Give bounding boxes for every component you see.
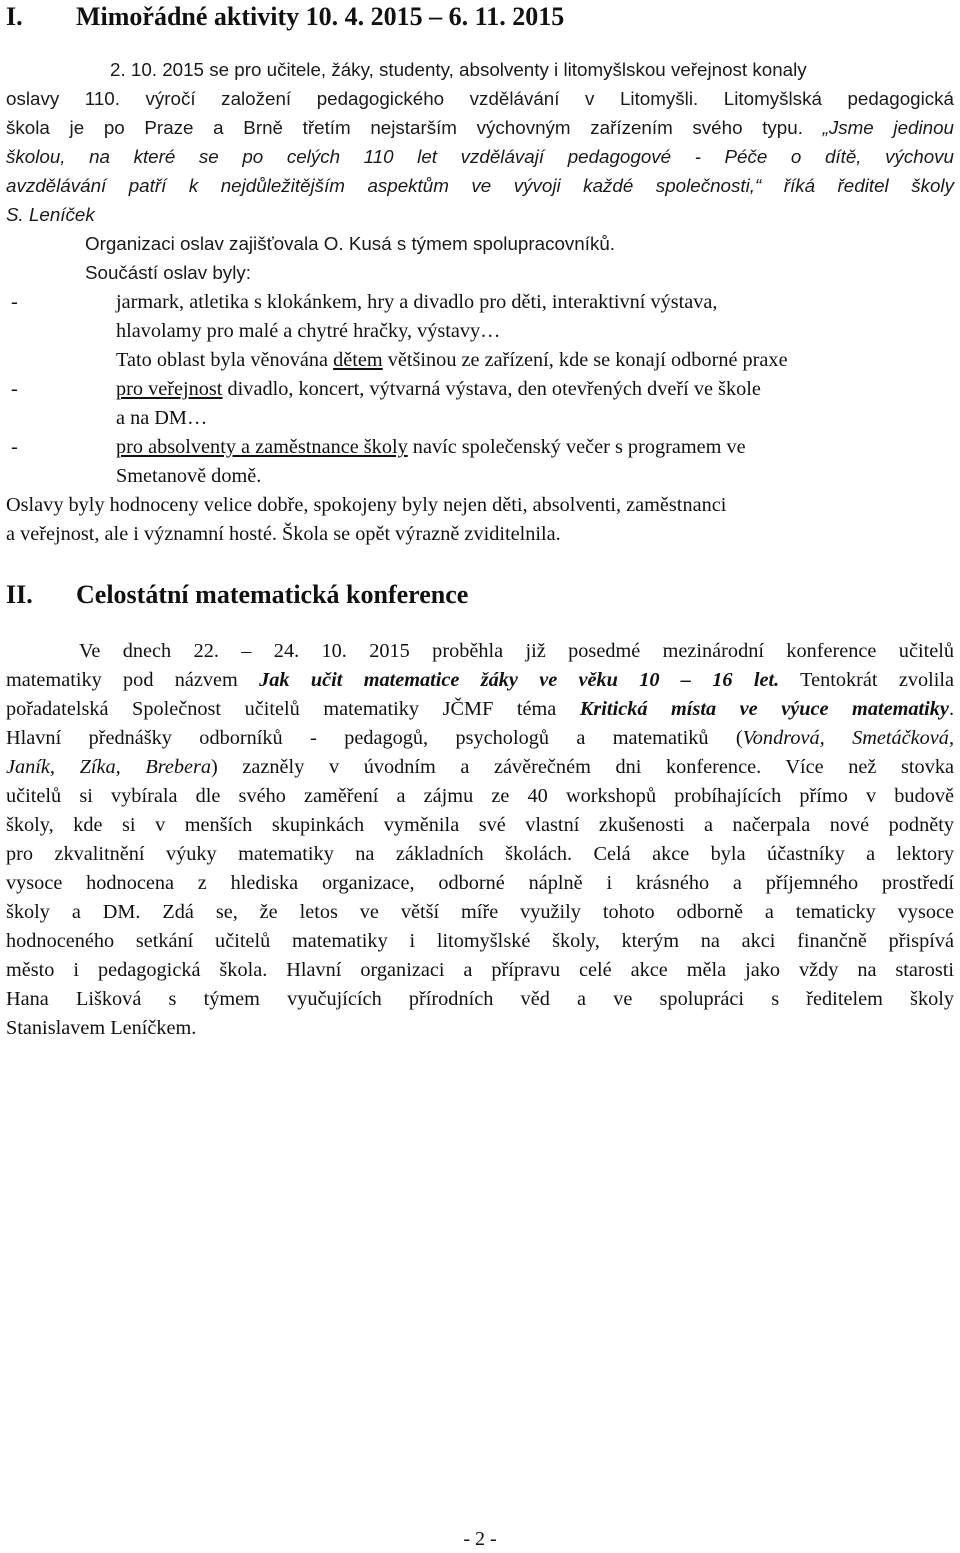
components-intro: Součástí oslav byly:: [85, 262, 251, 283]
list-item: [6, 375, 954, 404]
summary-line: a veřejnost, ale i významní hosté. Škola se opět výrazně zviditelnila.: [6, 523, 561, 545]
speaker-names: Vondrová, Smetáčková,: [742, 727, 955, 749]
conference-paragraph: [6, 637, 954, 1043]
list-item-text: jarmark, atletika s klokánkem, hry a divadlo pro děti, interaktivní výstava,: [116, 291, 718, 313]
paragraph-line: vysoce hodnocena z hlediska organizace, odborné náplně i krásného a příjemného prostředí: [6, 872, 954, 894]
organizers-line: Organizaci oslav zajišťovala O. Kusá s týmem spolupracovníků.: [85, 233, 616, 254]
line-text: Tentokrát zvolila: [779, 669, 955, 691]
line-text: pořadatelská Společnost učitelů matematiky JČMF téma: [6, 698, 580, 720]
conference-theme: Kritická místa ve výuce matematiky: [579, 698, 949, 720]
list-item-note: [6, 346, 954, 375]
section-1-heading: [6, 1, 954, 33]
speaker-names: Janík, Zíka, Brebera: [6, 756, 212, 778]
list-item-continuation: Smetanově domě.: [116, 465, 262, 487]
list-item: [6, 288, 954, 317]
list-item: [6, 433, 954, 462]
list-item-continuation: a na DM…: [116, 407, 208, 429]
note-text: většinou ze zařízení, kde se konají odborné praxe: [382, 349, 788, 371]
paragraph-line: Ve dnech 22. – 24. 10. 2015 proběhla již posedmé mezinárodní konference učitelů: [79, 640, 954, 662]
page-number: - 2 -: [463, 1528, 497, 1550]
conference-name: Jak učit matematice žáky ve věku 10 – 16 let.: [259, 669, 780, 691]
paragraph-line: Stanislavem Leníčkem.: [6, 1017, 197, 1039]
line-text: .: [948, 698, 955, 720]
list-item-text: navíc společenský večer s programem ve: [407, 436, 746, 458]
section-2-number: II.: [6, 580, 33, 609]
list-item-underlined: pro veřejnost: [116, 378, 223, 400]
section-1-title: Mimořádné aktivity 10. 4. 2015 – 6. 11. 2015: [76, 2, 565, 31]
list-dash: -: [11, 436, 18, 458]
intro-paragraph: [6, 55, 954, 287]
intro-line-text: škola je po Praze a Brně třetím nejstarším výchovným zařízením svého typu.: [6, 117, 803, 138]
quote-line: S. Leníček: [6, 204, 95, 225]
summary-line: Oslavy byly hodnoceny velice dobře, spokojeny byly nejen děti, absolventi, zaměstnanci: [6, 494, 727, 516]
note-text: Tato oblast byla věnována: [116, 349, 334, 371]
line-text: ) zazněly v úvodním a závěrečném dni konference. Více než stovka: [211, 756, 954, 778]
list-item-underlined: pro absolventy a zaměstnance školy: [116, 436, 408, 458]
section-2-title: Celostátní matematická konference: [76, 580, 469, 609]
quote-line: avzdělávání patří k nejdůležitějším aspektům ve vývoji každé společnosti,“ říká ředitel školy: [6, 175, 954, 196]
list-item-text: divadlo, koncert, výtvarná výstava, den otevřených dveří ve škole: [222, 378, 761, 400]
paragraph-line: Hana Lišková s týmem vyučujících přírodních věd a ve spolupráci s ředitelem školy: [6, 988, 954, 1010]
intro-line: 2. 10. 2015 se pro učitele, žáky, studenty, absolventy i litomyšlskou veřejnost konaly: [110, 59, 807, 80]
paragraph-line: školy, kde si v menších skupinkách vyměnila své vlastní zkušenosti a načerpala nové podněty: [6, 814, 954, 836]
line-text: Hlavní přednášky odborníků - pedagogů, psychologů a matematiků (: [6, 727, 743, 749]
list-item-continuation: hlavolamy pro malé a chytré hračky, výstavy…: [116, 320, 501, 342]
paragraph-line: hodnoceného setkání učitelů matematiky i litomyšlské školy, kterým na akci finančně přispívá: [6, 930, 954, 952]
paragraph-line: [6, 724, 954, 753]
celebration-list: [6, 288, 954, 549]
line-text: matematiky pod názvem: [6, 669, 260, 691]
list-dash: -: [11, 291, 18, 313]
section-1-number: I.: [6, 2, 23, 31]
paragraph-line: [6, 695, 954, 724]
paragraph-line: [6, 666, 954, 695]
paragraph-line: učitelů si vybírala dle svého zaměření a zájmu ze 40 workshopů probíhajících přímo v budově: [6, 785, 954, 807]
paragraph-line: školy a DM. Zdá se, že letos ve větší míře využily tohoto odborně a tematicky vysoce: [6, 901, 954, 923]
quote-start: „Jsme jedinou: [822, 117, 954, 138]
paragraph-line: město i pedagogická škola. Hlavní organizaci a přípravu celé akce měla jako vždy na starosti: [6, 959, 954, 981]
intro-line: [6, 113, 954, 142]
list-dash: -: [11, 378, 18, 400]
paragraph-line: [6, 753, 954, 782]
section-2-heading: [6, 579, 954, 611]
intro-line: oslavy 110. výročí založení pedagogického vzdělávání v Litomyšli. Litomyšlská pedagogická: [6, 88, 954, 109]
note-underlined: dětem: [333, 349, 383, 371]
quote-line: školou, na které se po celých 110 let vzdělávají pedagogové - Péče o dítě, výchovu: [6, 146, 954, 167]
paragraph-line: pro zkvalitnění výuky matematiky na základních školách. Celá akce byla účastníky a lektory: [6, 843, 954, 865]
